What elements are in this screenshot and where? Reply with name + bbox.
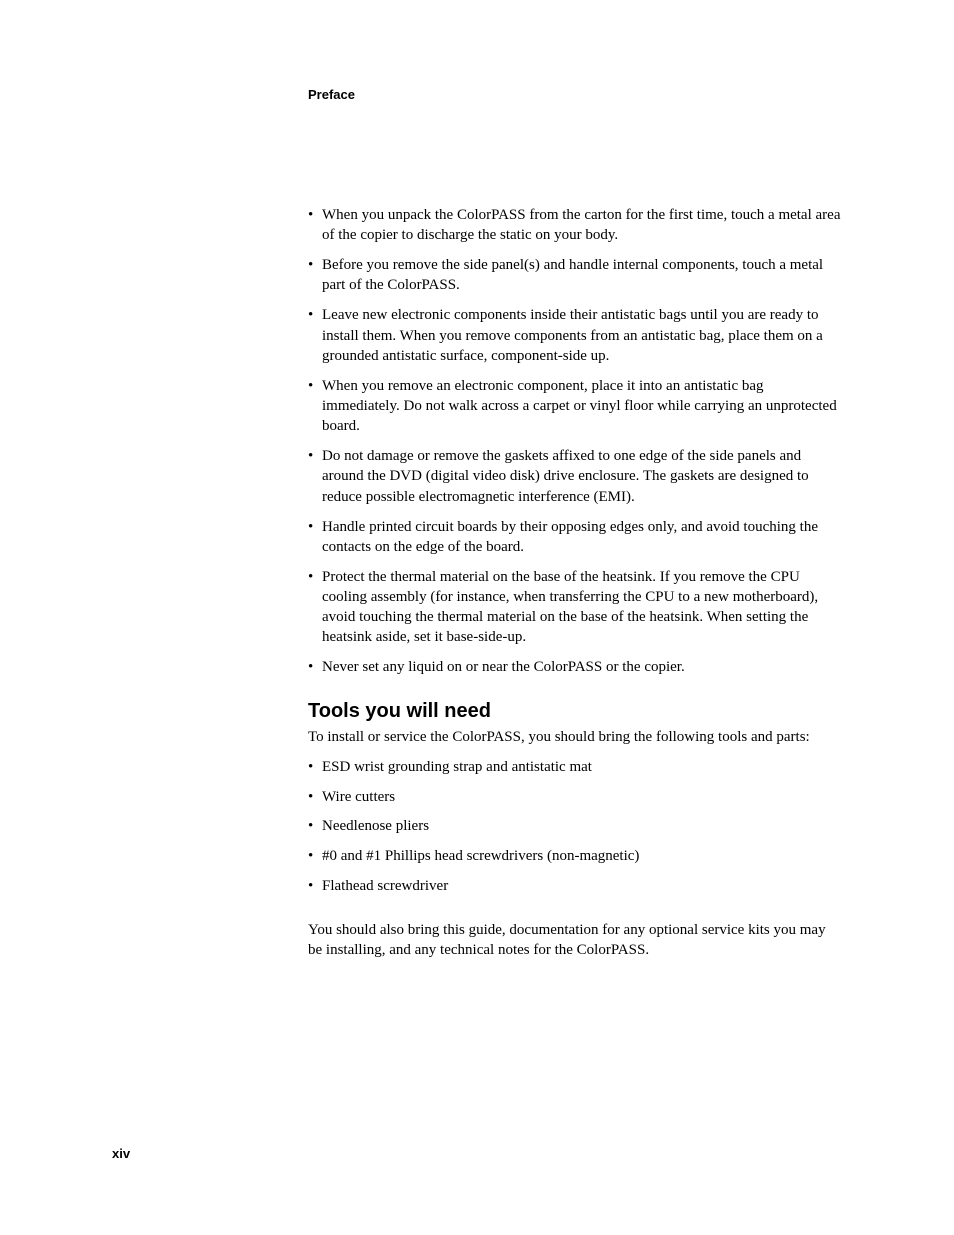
bullet-icon: • <box>308 818 314 835</box>
bullet-icon: • <box>308 568 314 585</box>
list-item-text: When you remove an electronic component, place it into an antistatic bag immediately. Do not walk across a carpet or vinyl floor while carrying an unprotected board. <box>322 377 837 435</box>
list-item <box>308 787 843 807</box>
page-number: xiv <box>112 1146 131 1161</box>
section-heading-tools: Tools you will need <box>308 699 491 722</box>
list-item-text: Leave new electronic components inside their antistatic bags until you are ready to install them. When you remove components from an antistatic bag, place them on a grounded antistatic surface, component-side up. <box>322 307 823 364</box>
list-item-text: Flathead screwdriver <box>322 878 449 895</box>
bullet-icon: • <box>308 659 314 676</box>
bullet-icon: • <box>308 207 314 223</box>
bullet-icon: • <box>308 377 314 394</box>
bullet-icon: • <box>308 848 314 865</box>
list-item-text: Handle printed circuit boards by their opposing edges only, and avoid touching the contacts on the edge of the board. <box>322 518 818 555</box>
running-head: Preface <box>308 87 355 102</box>
list-item <box>308 205 843 245</box>
list-item-text: Needlenose pliers <box>322 818 430 835</box>
list-item <box>308 757 843 777</box>
list-item <box>308 517 843 557</box>
bullet-icon: • <box>308 448 314 465</box>
list-item-text: #0 and #1 Phillips head screwdrivers (non-magnetic) <box>322 848 640 865</box>
list-item <box>308 876 843 896</box>
page-body <box>308 205 843 961</box>
list-item-text: Never set any liquid on or near the ColorPASS or the copier. <box>322 659 685 676</box>
esd-guidelines-list <box>308 205 843 678</box>
list-item <box>308 255 843 295</box>
bullet-icon: • <box>308 878 314 895</box>
closing-paragraph: You should also bring this guide, documentation for any optional service kits you may be installing, and any technical notes for the ColorPASS. <box>308 922 826 959</box>
bullet-icon: • <box>308 758 314 775</box>
list-item-text: Before you remove the side panel(s) and handle internal components, touch a metal part of the ColorPASS. <box>322 257 824 294</box>
bullet-icon: • <box>308 257 314 274</box>
list-item <box>308 567 843 648</box>
list-item-text: Do not damage or remove the gaskets affixed to one edge of the side panels and around the DVD (digital video disk) drive enclosure. The gaskets are designed to reduce possible electromagnetic interference (EMI). <box>322 448 809 505</box>
list-item <box>308 816 843 836</box>
bullet-icon: • <box>308 307 314 324</box>
list-item <box>308 657 843 677</box>
list-item <box>308 846 843 866</box>
list-item-text: When you unpack the ColorPASS from the carton for the first time, touch a metal area of the copier to discharge the static on your body. <box>322 207 841 244</box>
bullet-icon: • <box>308 788 314 805</box>
list-item-text: Wire cutters <box>322 788 396 805</box>
list-item-text: Protect the thermal material on the base of the heatsink. If you remove the CPU cooling assembly (for instance, when transferring the CPU to a new motherboard), avoid touching the thermal material on the base of the heatsink. When setting the heatsink aside, set it base-side-up. <box>322 568 819 646</box>
list-item <box>308 376 843 437</box>
list-item-text: ESD wrist grounding strap and antistatic mat <box>322 758 592 775</box>
bullet-icon: • <box>308 518 314 535</box>
list-item <box>308 446 843 507</box>
list-item <box>308 305 843 366</box>
tools-intro-paragraph: To install or service the ColorPASS, you should bring the following tools and parts: <box>308 728 810 745</box>
tools-list <box>308 757 843 896</box>
